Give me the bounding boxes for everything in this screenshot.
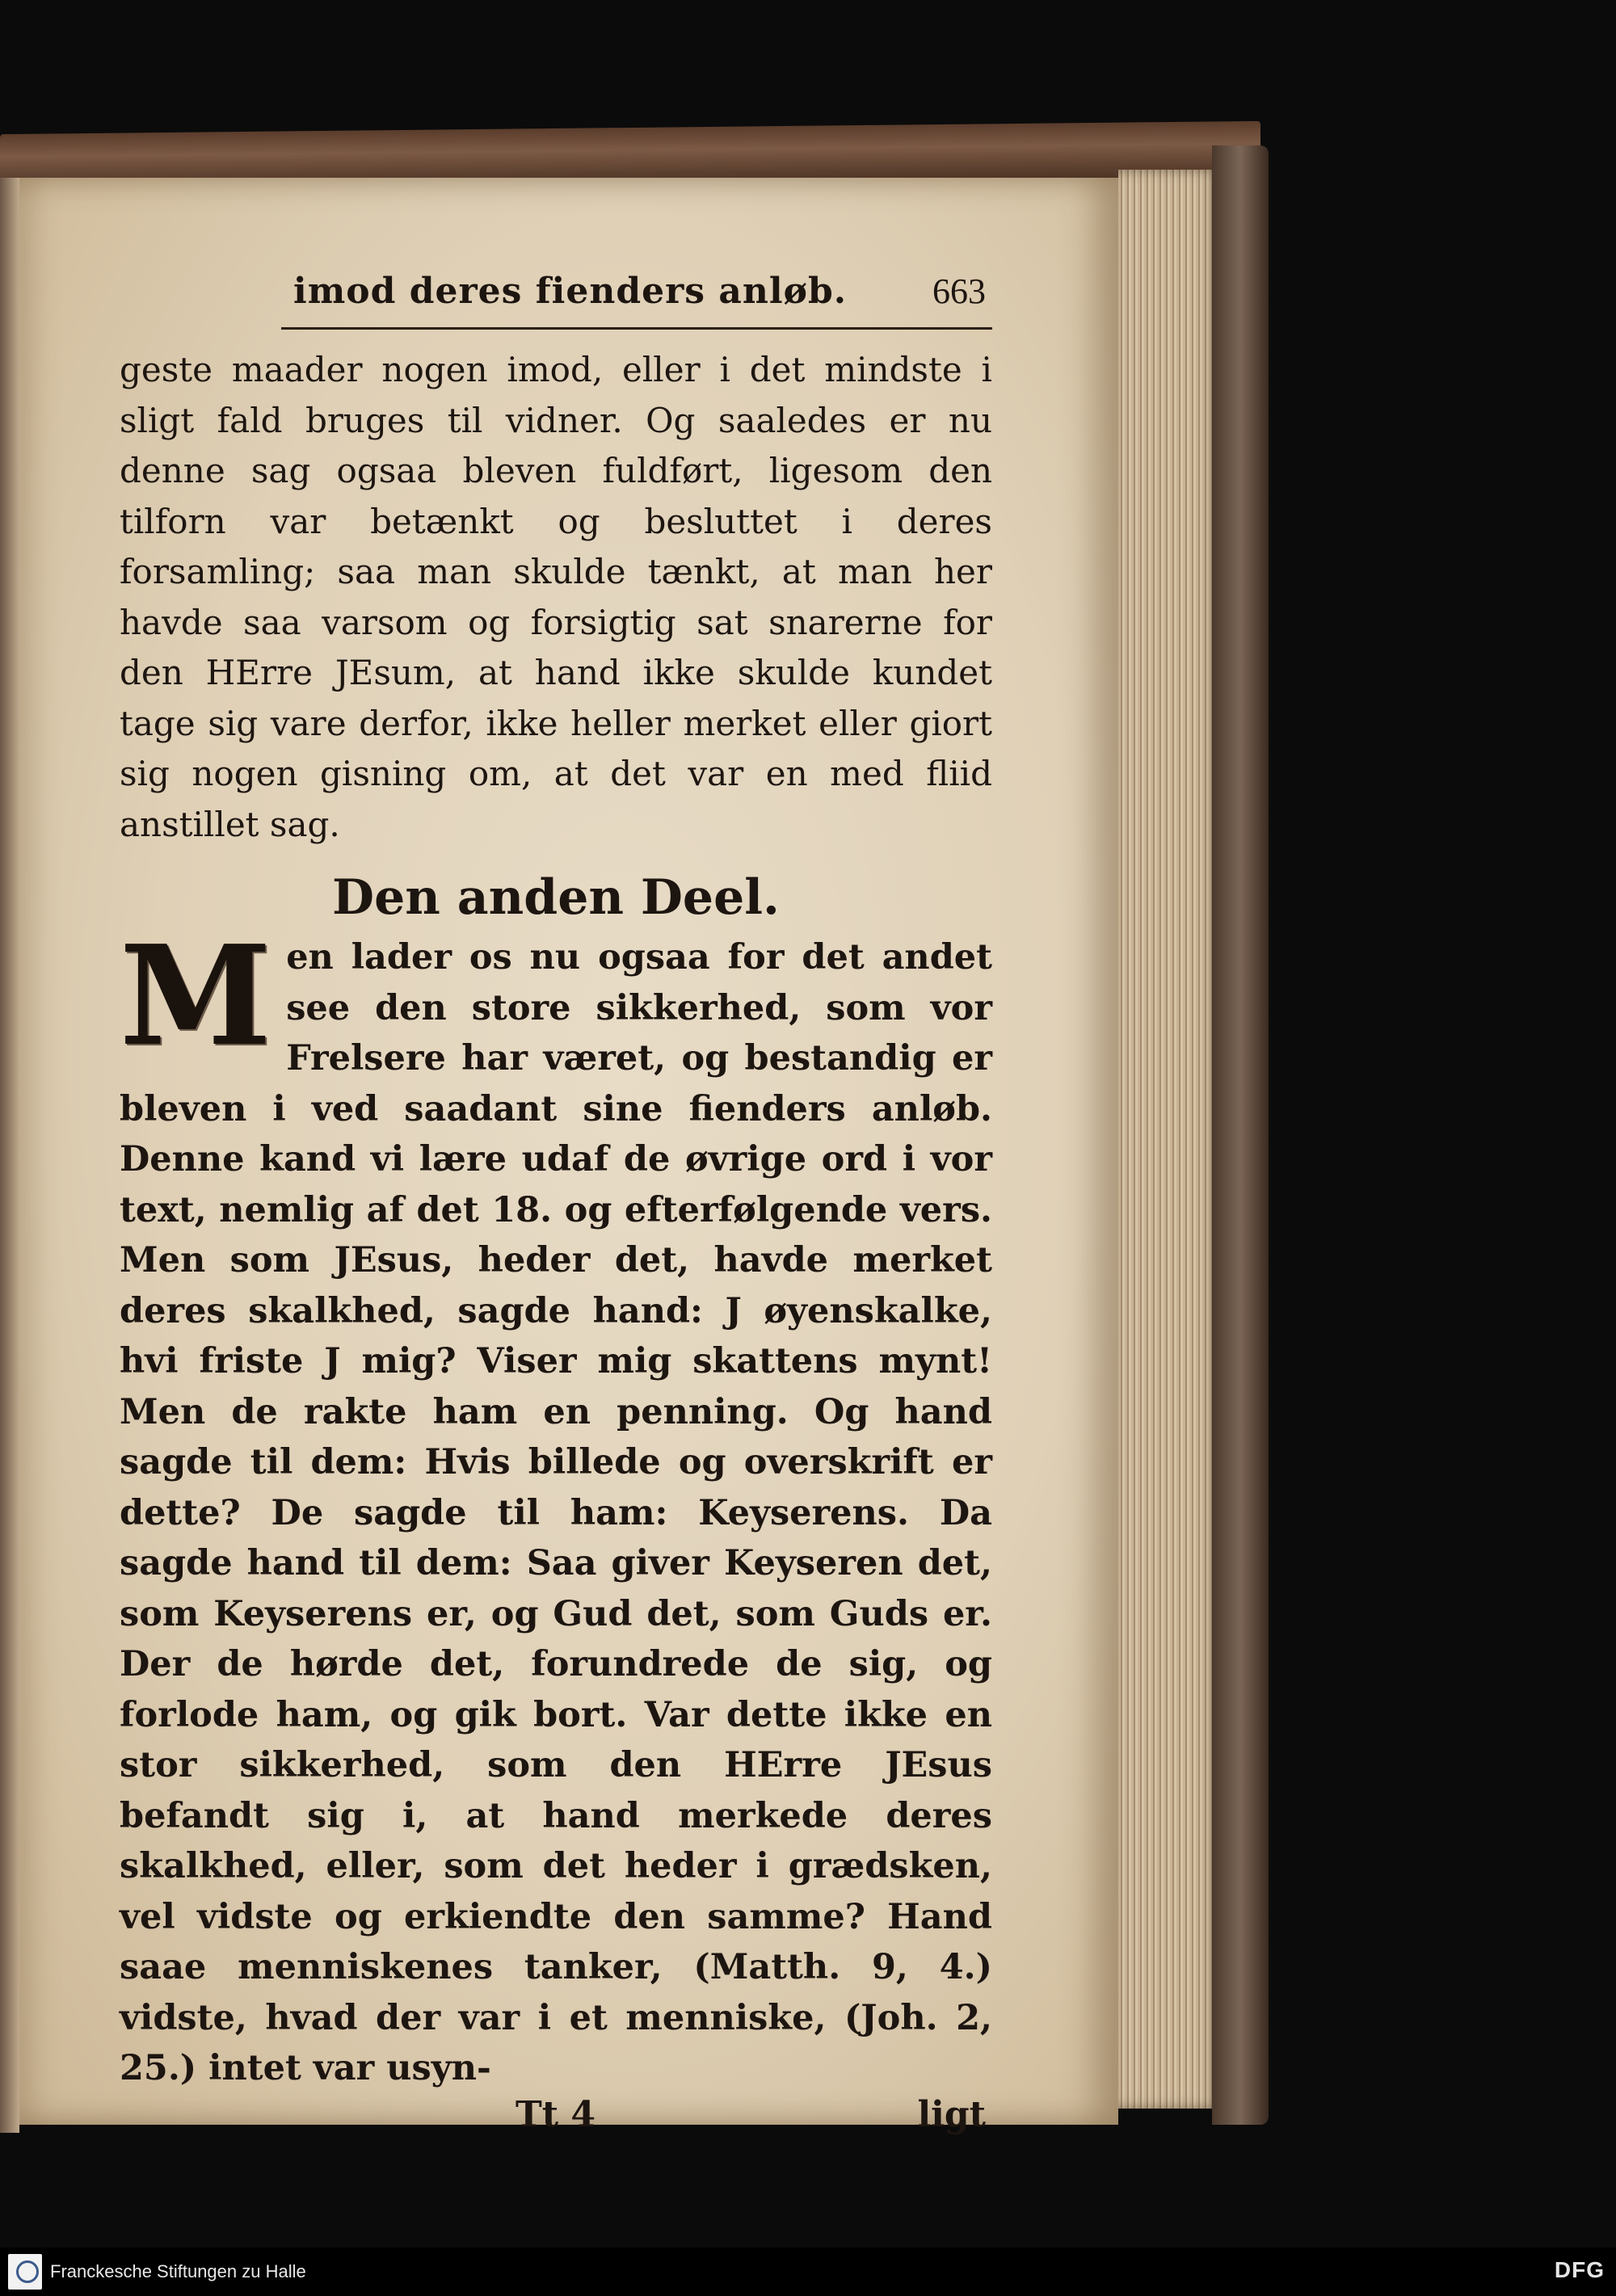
left-page-edge: [0, 178, 19, 2133]
catchword: ligt: [917, 2093, 986, 2135]
running-head: imod deres fienders anløb.: [293, 271, 848, 312]
page-header: [120, 271, 992, 335]
page-number: 663: [932, 271, 986, 311]
signature-line: [120, 2094, 992, 2146]
paragraph-1: geste maader nogen imod, eller i det mindste i sligt fald bruges til vidner. Og saaledes er nu denne sag ogsaa bleven fuldført, ligesom den tilforn var betænkt og besluttet i deres forsamling; saa man skulde tænkt, at man her havde saa varsom og forsigtig sat snarerne for den HErre JEsum, at hand ikke skulde kundet tage sig vare derfor, ikke heller merket eller giort sig nogen gisning om, at det var en med fliid anstillet sag.: [120, 350, 992, 844]
signature-mark: Tt 4: [516, 2093, 595, 2135]
paragraph-2: en lader os nu ogsaa for det andet see den store sikkerhed, som vor Frelsere har været, og bestandig er bleven i ved saadant sine fienders anløb. Denne kand vi lære udaf de øvrige ord i vor text, nemlig af det 18. og efterfølgende vers. Men som JEsus, heder det, havde merket deres skalkhed, sagde hand: J øyenskalke, hvi friste J mig? Viser mig skattens mynt! Men de rakte ham en penning. Og hand sagde til dem: Hvis billede og overskrift er dette? De sagde til ham: Keyserens. Da sagde hand til dem: Saa giver Keyseren det, som Keyserens er, og Gud det, som Guds er. Der de hørde det, forundrede de sig, og forlode ham, og gik bort. Var dette ikke en stor sikkerhed, som den HErre JEsus befandt sig i, at hand merkede deres skalkhed, eller, som det heder i grædsken, vel vidste og erkiendte den samme? Hand saae menniskenes tanker, (Matth. 9, 4.) vidste, hvad der var i et menniske, (Joh. 2, 25.) intet var usyn-: [120, 937, 992, 2088]
page-fore-edge: [1118, 170, 1223, 2109]
drop-cap: M: [120, 915, 272, 1077]
section-title: Den anden Deel.: [332, 869, 780, 926]
institution-name: Franckesche Stiftungen zu Halle: [50, 2261, 306, 2281]
book-cover-edge: [1212, 145, 1269, 2125]
page-content: [120, 271, 992, 2146]
header-rule: [281, 327, 992, 330]
paragraph-2-block: [120, 915, 992, 2094]
institution-logo-icon: [8, 2254, 42, 2290]
viewer-footer: [0, 2248, 1616, 2296]
dfg-logo: DFG: [1554, 2257, 1605, 2282]
